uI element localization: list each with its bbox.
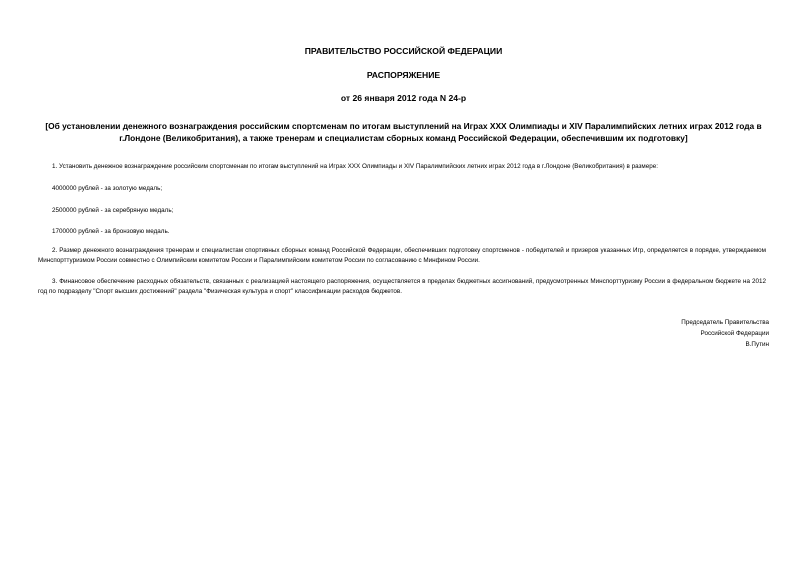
bronze-medal-reward: 1700000 рублей - за бронзовую медаль.: [52, 228, 170, 235]
government-heading: ПРАВИТЕЛЬСТВО РОССИЙСКОЙ ФЕДЕРАЦИИ: [304, 46, 503, 56]
signature-position: Председатель Правительства: [681, 319, 769, 326]
gold-medal-reward: 4000000 рублей - за золотую медаль;: [52, 185, 163, 192]
paragraph-3: 3. Финансовое обеспечение расходных обязательств, связанных с реализацией настоящего распоряжения, осуществляется в пределах бюджетных ассигнований, предусмотренных Минспорттуризму России в федеральном бюджете на 2012 год по подразделу "Спорт высших достижений" раздела "Физическая культура и спорт" классификации расходов бюджетов.: [38, 278, 766, 295]
paragraph-2: 2. Размер денежного вознаграждения тренерам и специалистам спортивных сборных команд Российской Федерации, обеспечивших подготовку спортсменов - победителей и призеров указанных Игр, определяется в порядке, утверждаемом Минспорттуризмом России совместно с Олимпийским комитетом России и Паралимпийским комитетом России по согласованию с Минфином России.: [38, 247, 766, 264]
document-title: [Об установлении денежного вознаграждения российским спортсменам по итогам выступлений на Играх XXX Олимпиады и XIV Паралимпийских летних играх 2012 года в г.Лондоне (Великобритания), а также тренерам и специалистам сборных команд Российской Федерации, обеспечившим их подготовку]: [45, 121, 762, 143]
paragraph-1: 1. Установить денежное вознаграждение российским спортсменам по итогам выступлений на Играх XXX Олимпиады и XIV Паралимпийских летних играх 2012 года в г.Лондоне (Великобритания) в размере:: [52, 163, 659, 170]
document-type-heading: РАСПОРЯЖЕНИЕ: [366, 70, 441, 80]
date-number-heading: от 26 января 2012 года N 24-р: [340, 93, 467, 103]
signature-name: В.Путин: [745, 341, 769, 348]
signature-organization: Российской Федерации: [700, 330, 769, 337]
silver-medal-reward: 2500000 рублей - за серебряную медаль;: [52, 207, 174, 214]
